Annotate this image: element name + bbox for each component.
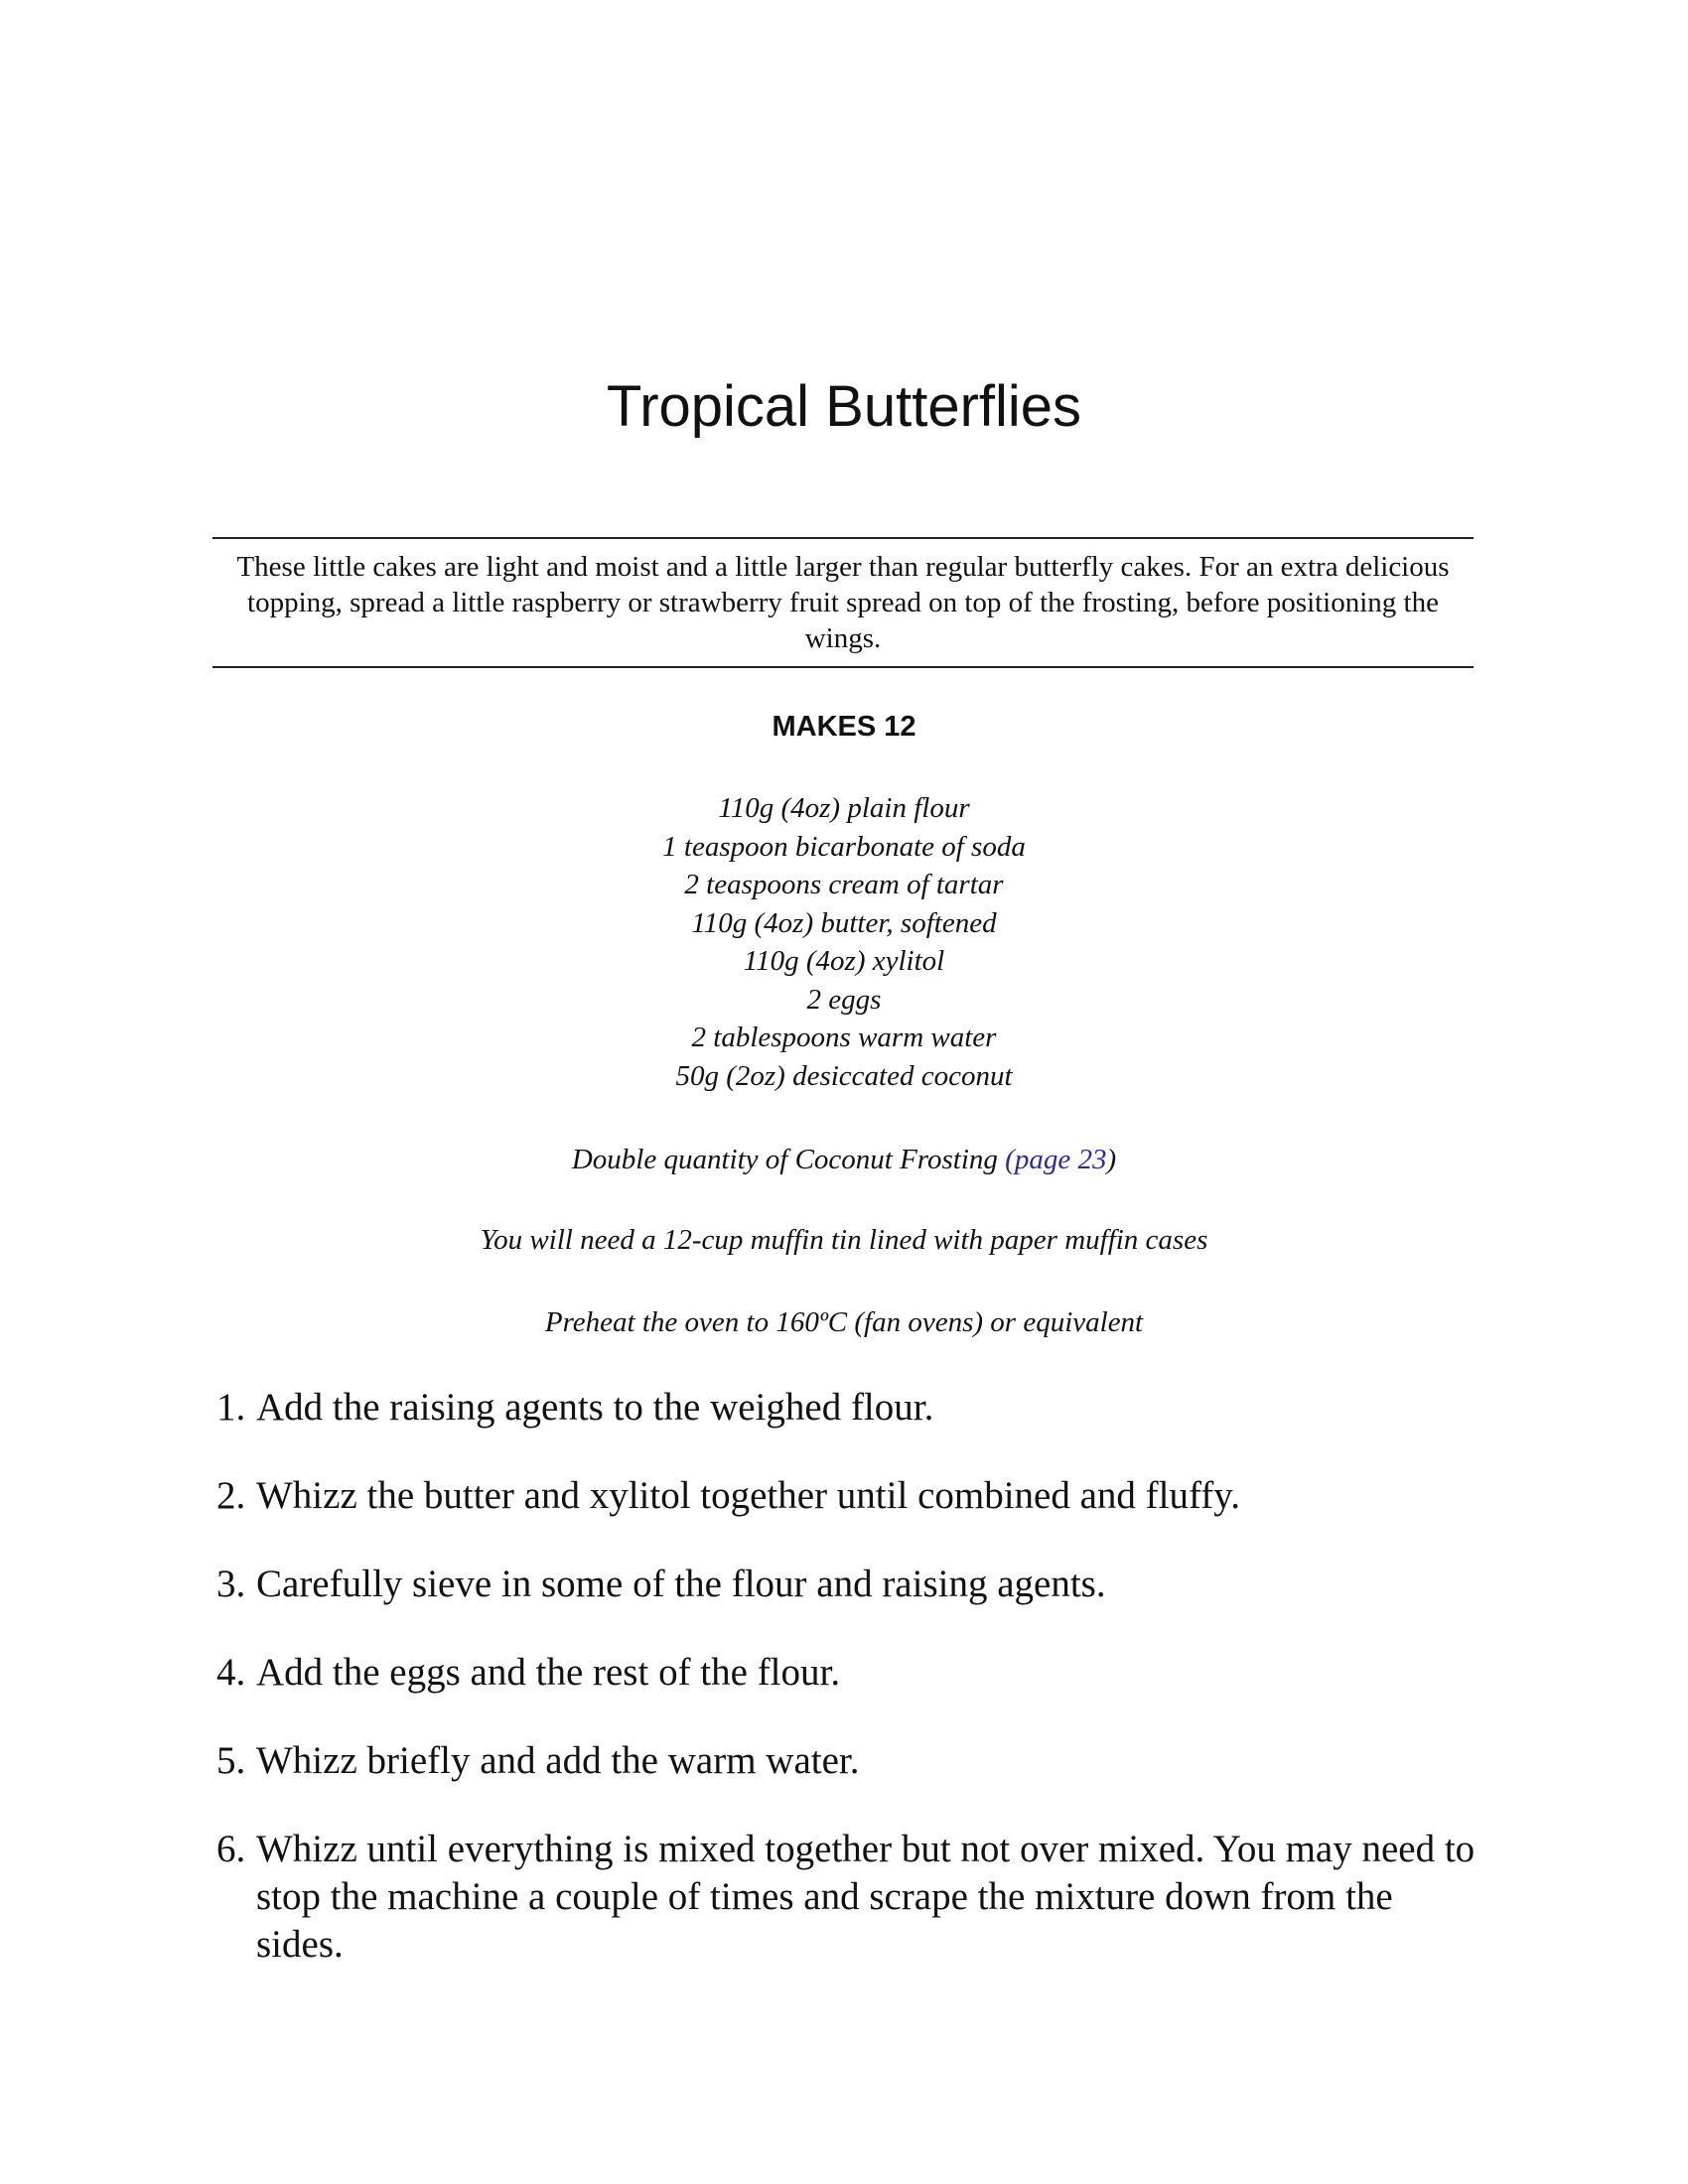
frosting-open-paren: ( (1005, 1144, 1015, 1175)
yield-label: MAKES 12 (772, 711, 916, 743)
ingredient-item: 1 teaspoon bicarbonate of soda (662, 830, 1026, 863)
method-step (216, 1561, 1477, 1608)
ingredient-list (0, 789, 1688, 1095)
oven-note: Preheat the oven to 160ºC (fan ovens) or equivalent (544, 1306, 1144, 1338)
step-text: Whizz until everything is mixed together but not over mixed. You may need to stop the machine a couple of times and scrape the mixture down from the sides. (256, 1828, 1476, 1966)
method-step (216, 1472, 1477, 1520)
method-steps (216, 1384, 1477, 2009)
step-text: Add the raising agents to the weighed flour. (256, 1386, 934, 1429)
step-text: Whizz the butter and xylitol together until combined and fluffy. (256, 1474, 1240, 1517)
step-number: 2. (216, 1474, 246, 1517)
equipment-note: You will need a 12-cup muffin tin lined with paper muffin cases (480, 1224, 1208, 1256)
step-number: 4. (216, 1651, 246, 1694)
page-reference-link[interactable]: page 23 (1014, 1144, 1107, 1175)
frosting-note-text: Double quantity of Coconut Frosting (571, 1144, 1006, 1175)
step-text: Add the eggs and the rest of the flour. (256, 1651, 841, 1694)
step-text: Whizz briefly and add the warm water. (256, 1739, 860, 1782)
step-text: Carefully sieve in some of the flour and raising agents. (256, 1563, 1106, 1605)
intro-box (212, 537, 1474, 668)
ingredient-item: 50g (2oz) desiccated coconut (675, 1059, 1013, 1092)
ingredient-item: 110g (4oz) xylitol (743, 945, 945, 977)
frosting-close-paren: ) (1106, 1144, 1117, 1175)
ingredient-item: 2 teaspoons cream of tartar (684, 869, 1004, 900)
method-step (216, 1737, 1477, 1785)
intro-text: These little cakes are light and moist and a little larger than regular butterfly cakes. For an extra delicious topping, spread a little raspberry or strawberry fruit spread on top of the frosting, before positioning the wings. (236, 551, 1450, 654)
ingredient-item: 2 eggs (806, 983, 882, 1016)
ingredient-item: 110g (4oz) butter, softened (691, 906, 997, 939)
step-number: 1. (216, 1386, 246, 1429)
ingredient-item: 110g (4oz) plain flour (718, 792, 970, 824)
frosting-note (0, 1140, 1688, 1179)
ingredient-item: 2 tablespoons warm water (691, 1022, 997, 1053)
step-number: 6. (216, 1828, 246, 1870)
step-number: 5. (216, 1739, 246, 1782)
method-step (216, 1826, 1477, 1969)
method-step (216, 1649, 1477, 1697)
step-number: 3. (216, 1563, 246, 1605)
recipe-title: Tropical Butterflies (606, 374, 1082, 439)
method-step (216, 1384, 1477, 1432)
